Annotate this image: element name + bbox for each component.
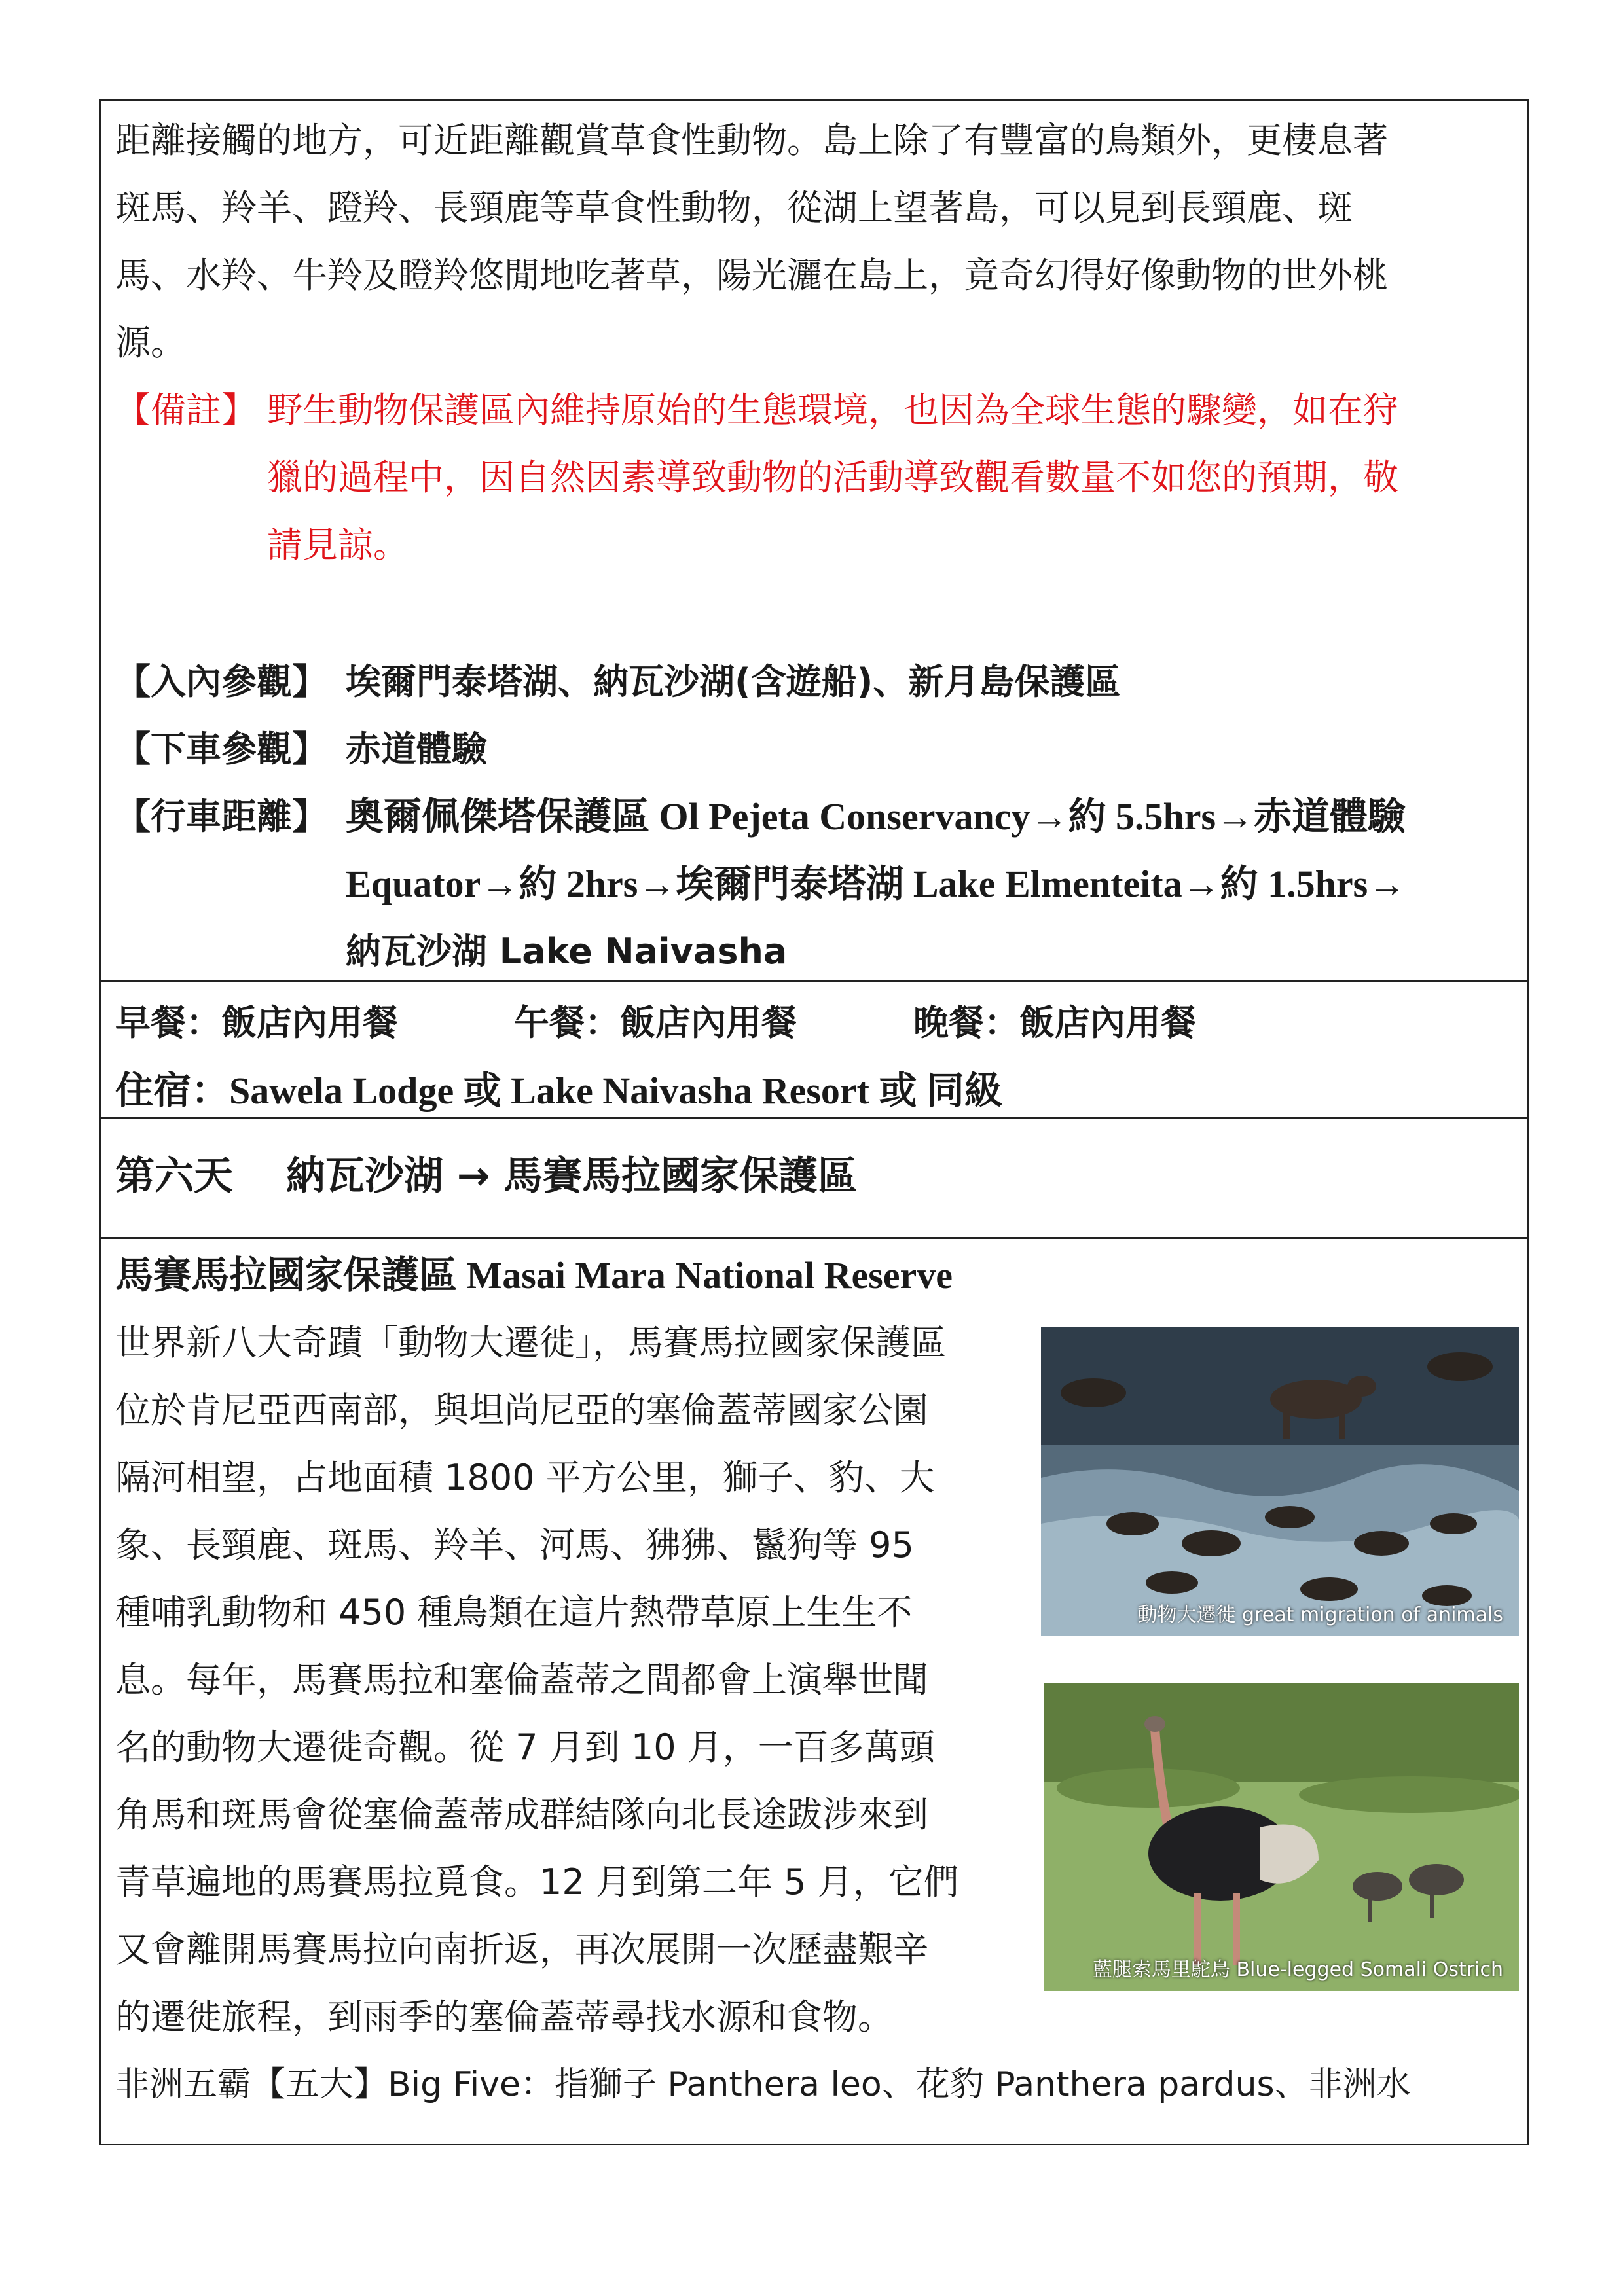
stop-visit-label: 【下車參觀】 bbox=[115, 728, 327, 770]
ostrich-photo-caption: 藍腿索馬里鴕鳥 Blue-legged Somali Ostrich bbox=[1092, 1958, 1503, 1981]
migration-photo-caption: 動物大遷徙 great migration of animals bbox=[1137, 1604, 1503, 1626]
row-divider bbox=[99, 980, 1529, 982]
distance-line: 奧爾佩傑塔保護區 Ol Pejeta Conservancy→約 5.5hrs→赤道體驗 bbox=[346, 795, 1406, 838]
note-line: 野生動物保護區內維持原始的生態環境，也因為全球生態的驟變，如在狩 bbox=[267, 389, 1398, 431]
body-line: 名的動物大遷徙奇觀。從 7 月到 10 月，一百多萬頭 bbox=[115, 1727, 935, 1768]
migration-illustration bbox=[1041, 1327, 1519, 1636]
day-title: 第六天 納瓦沙湖 → 馬賽馬拉國家保護區 bbox=[115, 1153, 857, 1199]
body-line: 種哺乳動物和 450 種鳥類在這片熱帶草原上生生不 bbox=[115, 1592, 913, 1633]
intro-line: 馬、水羚、牛羚及瞪羚悠閒地吃著草，陽光灑在島上，竟奇幻得好像動物的世外桃 bbox=[115, 255, 1388, 296]
intro-line: 斑馬、羚羊、蹬羚、長頸鹿等草食性動物，從湖上望著島，可以見到長頸鹿、斑 bbox=[115, 187, 1353, 228]
ostrich-photo bbox=[1044, 1683, 1519, 1991]
lunch: 午餐：飯店內用餐 bbox=[514, 1002, 797, 1043]
lodging: 住宿：Sawela Lodge 或 Lake Naivasha Resort 或 同級 bbox=[115, 1069, 1002, 1112]
intro-line: 距離接觸的地方，可近距離觀賞草食性動物。島上除了有豐富的鳥類外，更棲息著 bbox=[115, 120, 1388, 161]
body-line: 又會離開馬賽馬拉向南折返，再次展開一次歷盡艱辛 bbox=[115, 1929, 928, 1970]
inside-visit-label: 【入內參觀】 bbox=[115, 661, 327, 702]
inside-visit-value: 埃爾門泰塔湖、納瓦沙湖(含遊船)、新月島保護區 bbox=[346, 661, 1121, 702]
body-line: 世界新八大奇蹟「動物大遷徙」，馬賽馬拉國家保護區 bbox=[115, 1322, 946, 1363]
row-divider bbox=[99, 1237, 1529, 1239]
distance-line: Equator→約 2hrs→埃爾門泰塔湖 Lake Elmenteita→約 1.5hrs→ bbox=[346, 863, 1406, 905]
body-line: 的遷徙旅程，到雨季的塞倫蓋蒂尋找水源和食物。 bbox=[115, 1996, 893, 2037]
migration-photo bbox=[1041, 1327, 1519, 1636]
dinner: 晚餐：飯店內用餐 bbox=[913, 1002, 1196, 1043]
note-line: 請見諒。 bbox=[267, 524, 409, 565]
note-line: 獵的過程中，因自然因素導致動物的活動導致觀看數量不如您的預期，敬 bbox=[267, 457, 1398, 498]
section-heading: 馬賽馬拉國家保護區 Masai Mara National Reserve bbox=[115, 1254, 953, 1297]
intro-line: 源。 bbox=[115, 322, 186, 363]
body-line: 非洲五霸【五大】Big Five：指獅子 Panthera leo、花豹 Panthera pardus、非洲水 bbox=[115, 2065, 1411, 2104]
breakfast: 早餐：飯店內用餐 bbox=[115, 1002, 398, 1043]
row-divider bbox=[99, 1117, 1529, 1119]
body-line: 位於肯尼亞西南部，與坦尚尼亞的塞倫蓋蒂國家公園 bbox=[115, 1390, 928, 1431]
body-line: 隔河相望，占地面積 1800 平方公里，獅子、豹、大 bbox=[115, 1457, 935, 1498]
body-line: 青草遍地的馬賽馬拉覓食。12 月到第二年 5 月，它們 bbox=[115, 1861, 959, 1903]
body-line: 角馬和斑馬會從塞倫蓋蒂成群結隊向北長途跋涉來到 bbox=[115, 1794, 928, 1835]
stop-visit-value: 赤道體驗 bbox=[346, 728, 487, 770]
note-label: 【備註】 bbox=[115, 389, 257, 431]
body-line: 象、長頸鹿、斑馬、羚羊、河馬、狒狒、鬣狗等 95 bbox=[115, 1524, 914, 1566]
distance-label: 【行車距離】 bbox=[115, 796, 327, 837]
ostrich-illustration bbox=[1044, 1683, 1519, 1991]
body-line: 息。每年，馬賽馬拉和塞倫蓋蒂之間都會上演舉世聞 bbox=[115, 1659, 928, 1700]
distance-line: 納瓦沙湖 Lake Naivasha bbox=[346, 931, 788, 972]
